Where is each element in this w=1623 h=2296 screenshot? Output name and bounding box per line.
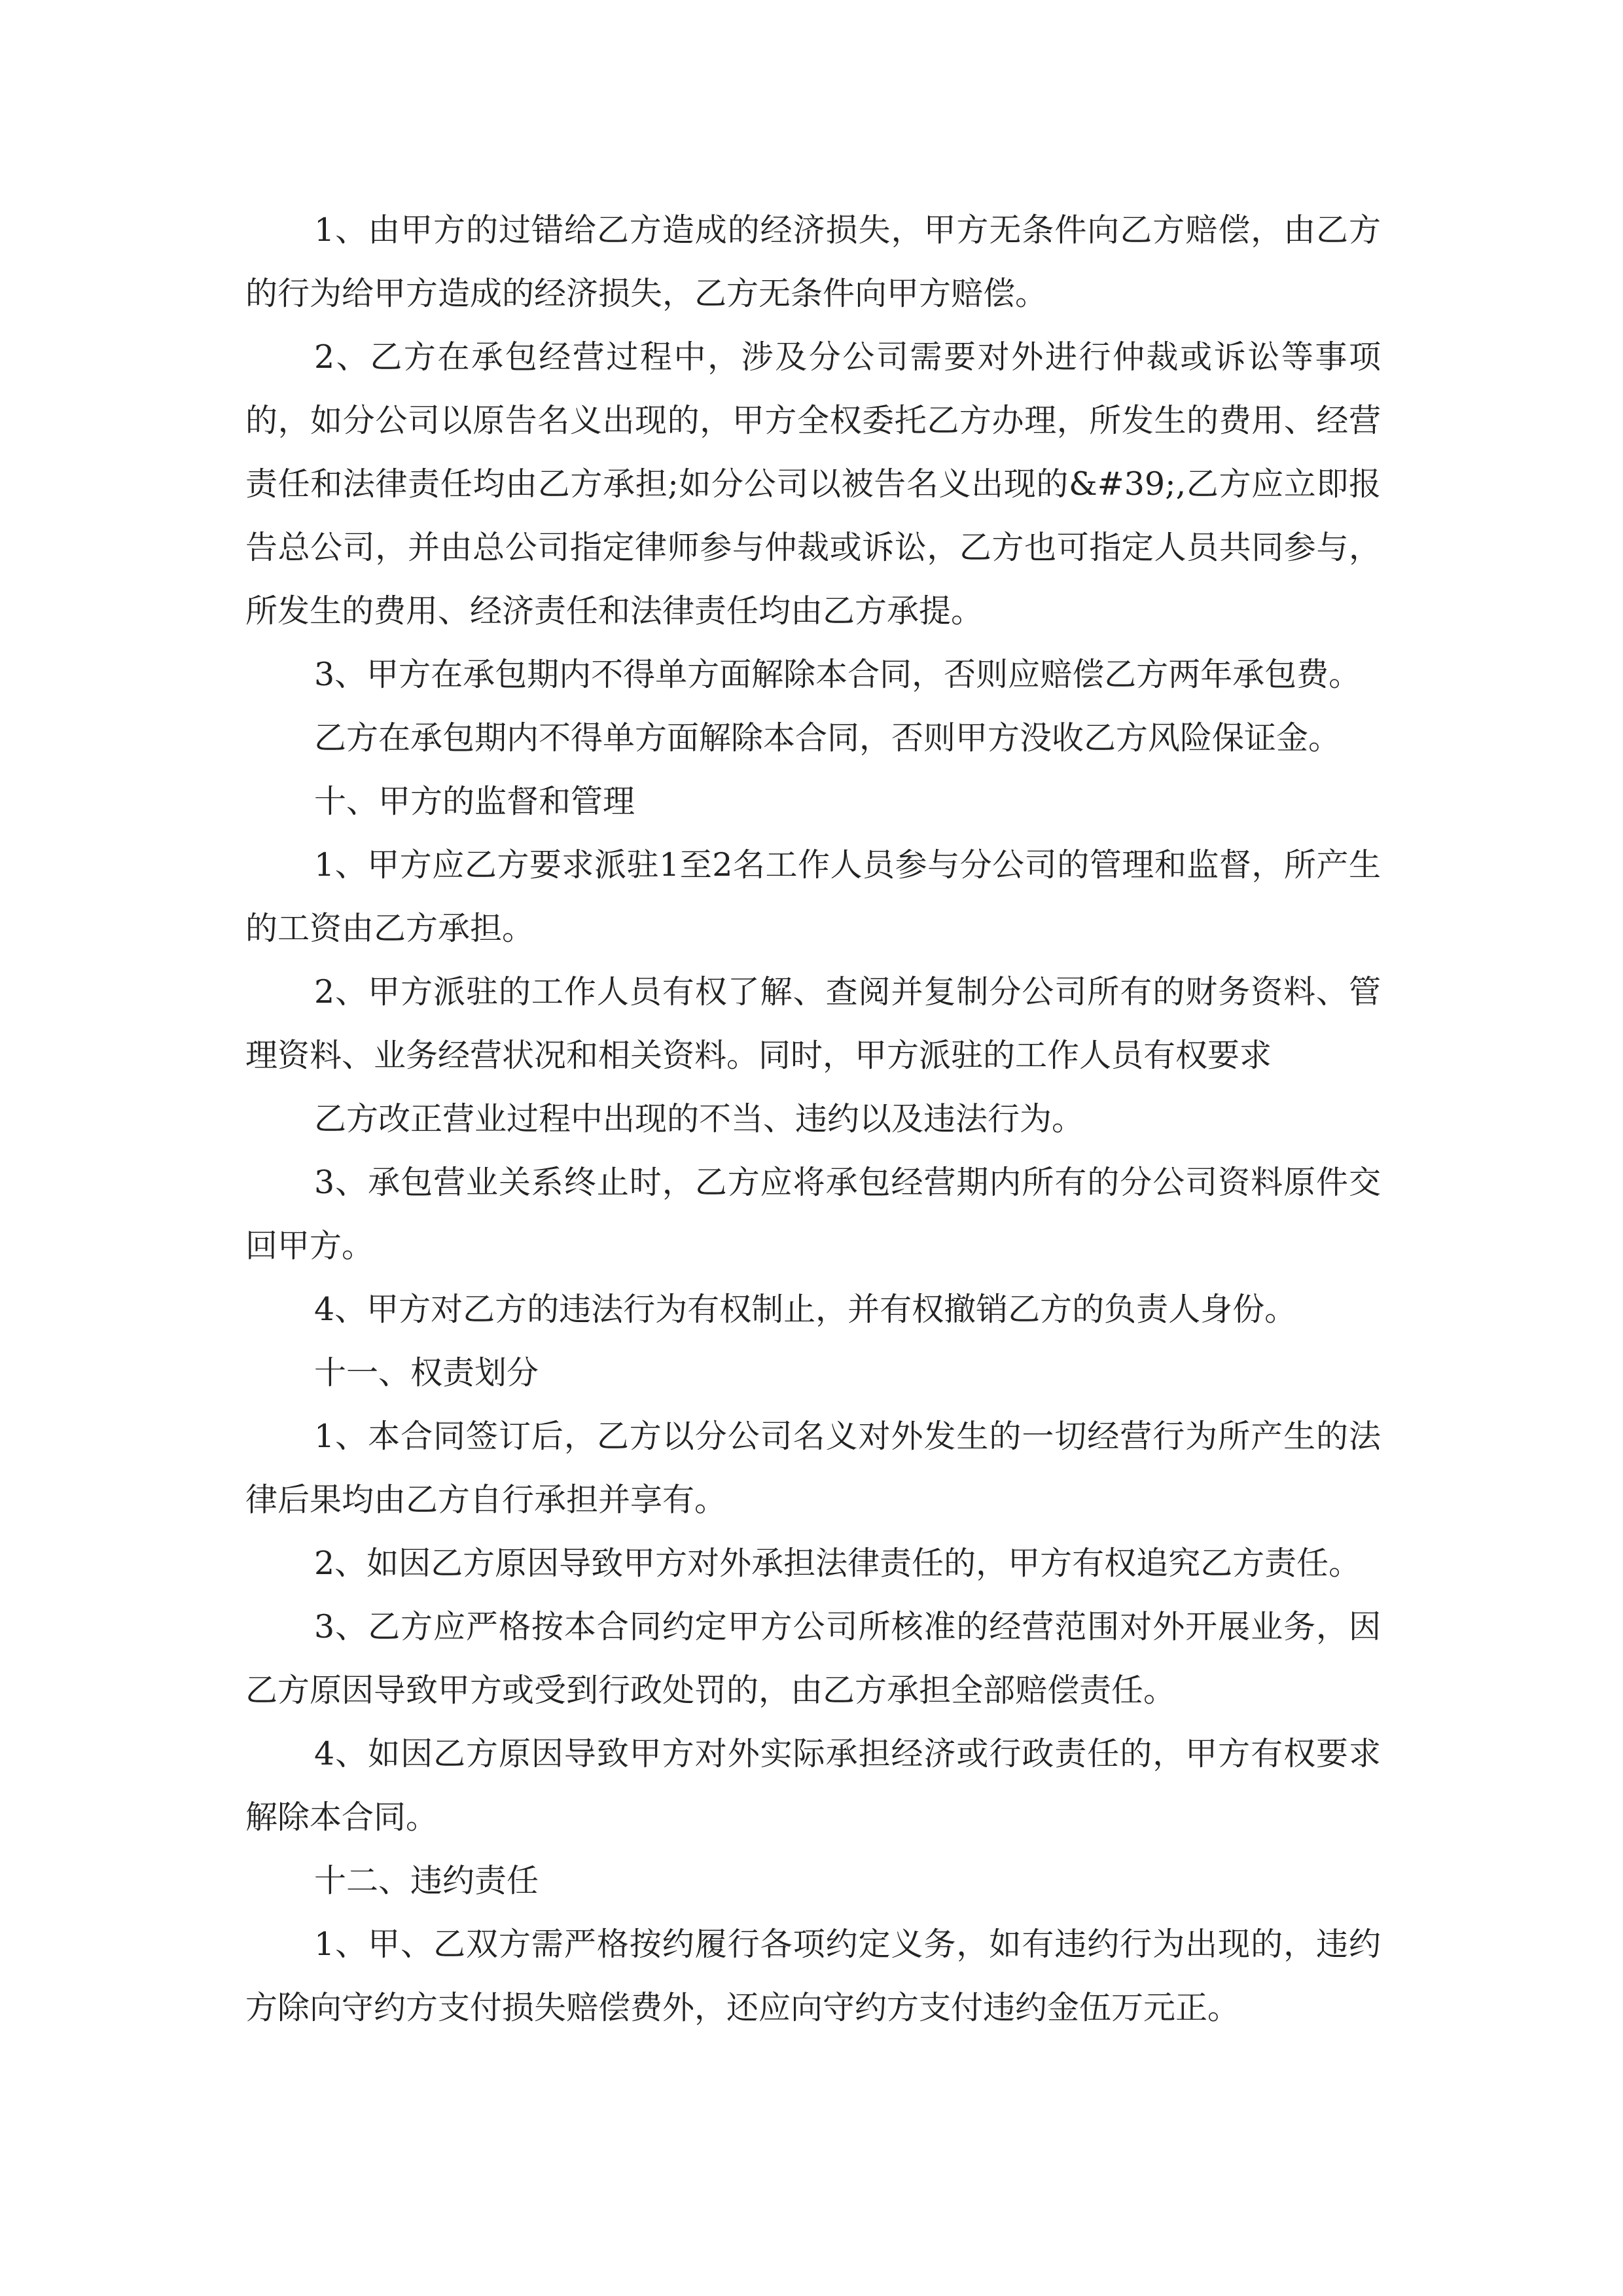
paragraph-2: 2、乙方在承包经营过程中，涉及分公司需要对外进行仲裁或诉讼等事项的，如分公司以原告名义出现的，甲方全权委托乙方办理，所发生的费用、经营责任和法律责任均由乙方承担;如分公司以被告名义出现的&#39;,乙方应立即报告总公司，并由总公司指定律师参与仲裁或诉讼，乙方也可指定人员共同参与，所发生的费用、经济责任和法律责任均由乙方承提。 — [245, 338, 1381, 630]
paragraph-7: 乙方改正营业过程中出现的不当、违约以及违法行为。 — [314, 1100, 1084, 1138]
paragraph-4: 乙方在承包期内不得单方面解除本合同，否则甲方没收乙方风险保证金。 — [314, 719, 1341, 757]
paragraph-5: 1、甲方应乙方要求派驻1至2名工作人员参与分公司的管理和监督，所产生的工资由乙方承担。 — [245, 846, 1381, 947]
paragraph-3: 3、甲方在承包期内不得单方面解除本合同，否则应赔偿乙方两年承包费。 — [314, 656, 1361, 693]
section-heading-12: 十二、违约责任 — [314, 1862, 539, 1899]
paragraph-9: 4、甲方对乙方的违法行为有权制止，并有权撤销乙方的负责人身份。 — [314, 1291, 1297, 1328]
section-heading-11: 十一、权责划分 — [314, 1354, 539, 1391]
paragraph-12: 3、乙方应严格按本合同约定甲方公司所核准的经营范围对外开展业务，因乙方原因导致甲方或受到行政处罚的，由乙方承担全部赔偿责任。 — [245, 1608, 1381, 1709]
paragraph-1: 1、由甲方的过错给乙方造成的经济损失，甲方无条件向乙方赔偿，由乙方的行为给甲方造成的经济损失，乙方无条件向甲方赔偿。 — [245, 211, 1381, 312]
paragraph-11: 2、如因乙方原因导致甲方对外承担法律责任的，甲方有权追究乙方责任。 — [314, 1545, 1361, 1582]
paragraph-8: 3、承包营业关系终止时，乙方应将承包经营期内所有的分公司资料原件交回甲方。 — [245, 1164, 1381, 1265]
paragraph-13: 4、如因乙方原因导致甲方对外实际承担经济或行政责任的，甲方有权要求解除本合同。 — [245, 1735, 1381, 1836]
section-heading-10: 十、甲方的监督和管理 — [314, 783, 635, 820]
paragraph-10: 1、本合同签订后，乙方以分公司名义对外发生的一切经营行为所产生的法律后果均由乙方自行承担并享有。 — [245, 1418, 1381, 1518]
document-body — [245, 198, 1381, 2039]
paragraph-6: 2、甲方派驻的工作人员有权了解、查阅并复制分公司所有的财务资料、管理资料、业务经营状况和相关资料。同时，甲方派驻的工作人员有权要求 — [245, 973, 1381, 1074]
paragraph-14: 1、甲、乙双方需严格按约履行各项约定义务，如有违约行为出现的，违约方除向守约方支付损失赔偿费外，还应向守约方支付违约金伍万元正。 — [245, 1926, 1381, 2026]
